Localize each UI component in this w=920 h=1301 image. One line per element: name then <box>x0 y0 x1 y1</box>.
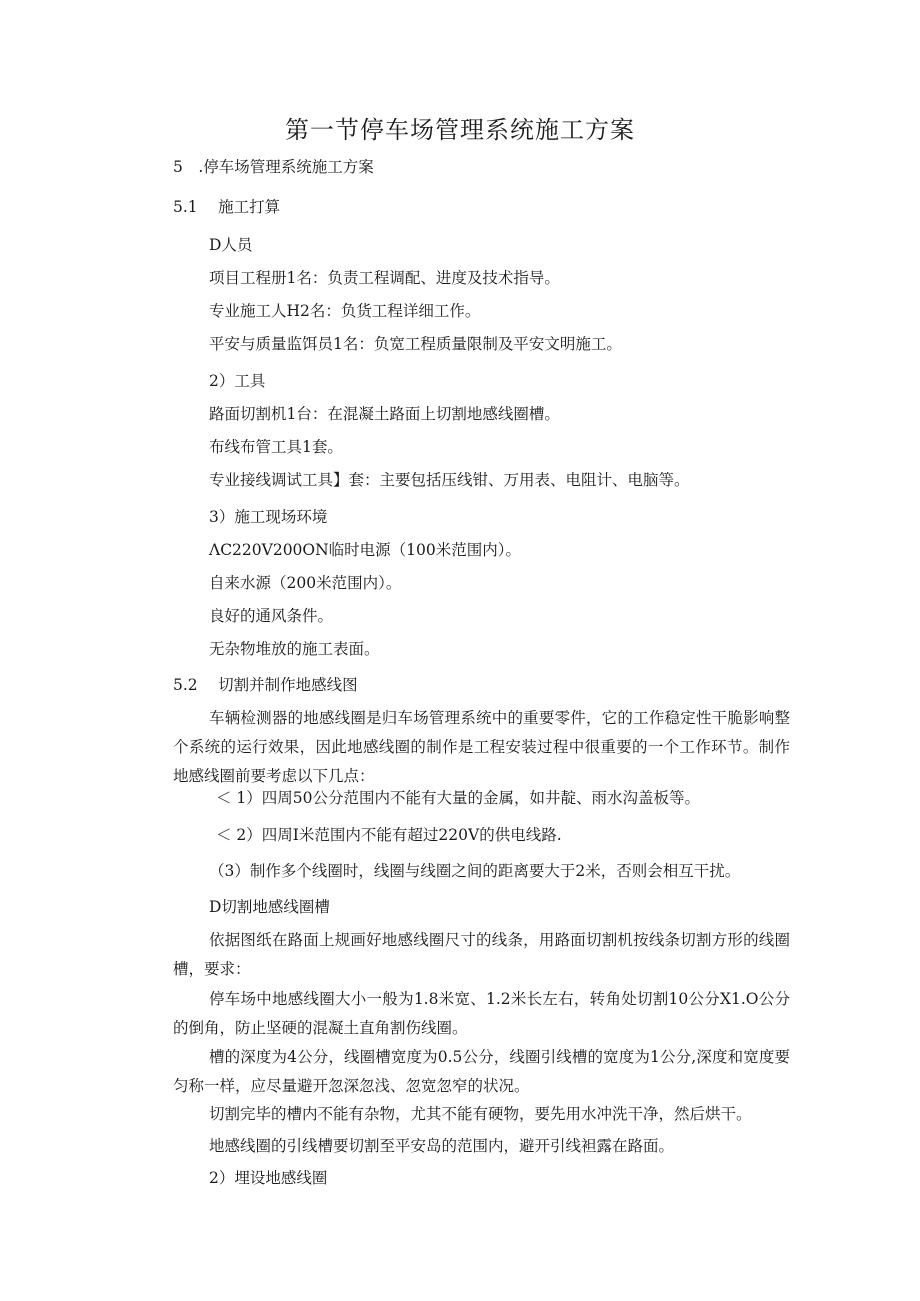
loop-intro-paragraph: 车辆检测器的地感线圈是归车场管理系统中的重要零件，它的工作稳定性干脆影响整个系统的运行效果，因此地感线圈的制作是工程安装过程中很重要的一个工作环节。制作地感线圈前要考虑以下几点： <box>173 709 790 785</box>
personnel-heading: D人员 <box>209 236 253 254</box>
tools-item: 专业接线调试工具】套：主要包括压线钳、万用表、电阻计、电脑等。 <box>209 471 690 489</box>
environment-item: ΛC220V200ON临时电源（100米范围内）。 <box>209 541 522 559</box>
cut-line: 切割完毕的槽内不能有杂物，尤其不能有硬物，要先用水冲洗干净，然后烘干。 <box>209 1105 752 1123</box>
cut-paragraph: 槽的深度为4公分，线圈槽宽度为0.5公分，线圈引线槽的宽度为1公分,深度和宽度要匀称一样，应尽量避开忽深忽浅、忽宽忽窄的状况。 <box>173 1048 790 1095</box>
personnel-item: 平安与质量监饵员1名：负宽工程质量限制及平安文明施工。 <box>209 335 622 353</box>
consideration-item: ＜ 1）四周50公分范围内不能有大量的金属，如井靛、雨水沟盖板等。 <box>216 789 701 807</box>
page-title: 第一节停车场管理系统施工方案 <box>285 116 635 144</box>
environment-heading: 3）施工现场环境 <box>209 508 328 526</box>
cut-paragraph: 依据图纸在路面上规画好地感线圈尺寸的线条，用路面切割机按线条切割方形的线圈槽，要求： <box>173 931 790 978</box>
tools-heading: 2）工具 <box>209 372 266 390</box>
cut-groove-heading: D切割地感线圈槽 <box>209 898 330 916</box>
cut-line: 地感线圈的引线槽要切割至平安岛的范围内，避开引线袒露在路面。 <box>209 1137 675 1155</box>
section-5-heading: 5 .停车场管理系统施工方案 <box>173 158 374 176</box>
section-5-1-heading: 5.1 施工打算 <box>173 198 281 216</box>
consideration-item: （3）制作多个线圈时，线圈与线圈之间的距离要大于2米，否则会相互干扰。 <box>209 862 741 880</box>
cut-paragraph: 停车场中地感线圈大小一般为1.8米宽、1.2米长左右，转角处切割10公分X1.O公分的倒角，防止坚硬的混凝土直角割伤线圈。 <box>173 990 790 1037</box>
personnel-item: 专业施工人H2名：负货工程详细工作。 <box>209 302 481 320</box>
environment-item: 良好的通风条件。 <box>209 607 334 625</box>
tools-item: 布线布管工具1套。 <box>209 438 343 456</box>
tools-item: 路面切割机1台：在混凝土路面上切割地感线圈槽。 <box>209 405 560 423</box>
environment-item: 无杂物堆放的施工表面。 <box>209 640 380 658</box>
bury-loop-heading: 2）埋设地感线圈 <box>209 1169 328 1187</box>
environment-item: 自来水源（200米范围内）。 <box>209 574 402 592</box>
personnel-item: 项目工程册1名：负责工程调配、进度及技术指导。 <box>209 269 560 287</box>
consideration-item: ＜ 2）四周I米范围内不能有超过220V的供电线路. <box>216 826 562 844</box>
section-5-2-heading: 5.2 切割并制作地感线图 <box>173 676 358 694</box>
